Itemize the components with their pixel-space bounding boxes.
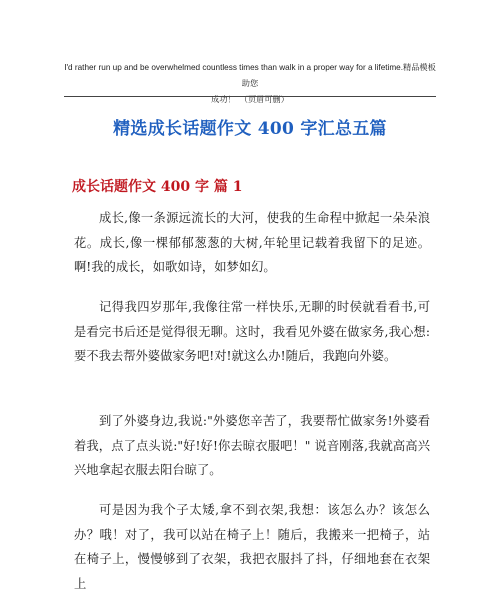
document-title: 精选成长话题作文 400 字汇总五篇: [113, 119, 387, 139]
section-title: 成长话题作文 400 字 篇 1: [72, 179, 243, 195]
paragraph-4: 可是因为我个子太矮,拿不到衣架,我想：该怎么办？该怎么办？哦！对了，我可以站在椅子上！随后，我搬来一把椅子，站在椅子上，慢慢够到了衣架，我把衣服抖了抖，仔细地套在衣架上: [74, 503, 430, 591]
paragraph-1: 成长,像一条源远流长的大河，使我的生命程中掀起一朵朵浪花。成长,像一棵郁郁葱葱的大树,年轮里记载着我留下的足迹。啊!我的成长，如歌如诗，如梦如幻。: [74, 211, 430, 274]
paragraph-3: 到了外婆身边,我说:"外婆您辛苦了，我要帮忙做家务!外婆看着我，点了点头说:"好!好!你去晾衣服吧！" 说音刚落,我就高高兴兴地拿起衣服去阳台晾了。: [74, 414, 430, 477]
paragraph-2: 记得我四岁那年,我像往常一样快乐,无聊的时侯就看看书,可是看完书后还是觉得很无聊。这时，我看见外婆在做家务,我心想:要不我去帮外婆做家务吧!对!就这么办!随后，我跑向外婆。: [74, 300, 430, 363]
header-divider: [64, 96, 436, 97]
header-line-1: I'd rather run up and be overwhelmed countless times than walk in a proper way for a lifetime.精品模板 助您: [64, 63, 453, 88]
header-line-2: 成功！ （页眉可删）: [211, 95, 289, 104]
page-header: [64, 60, 453, 108]
